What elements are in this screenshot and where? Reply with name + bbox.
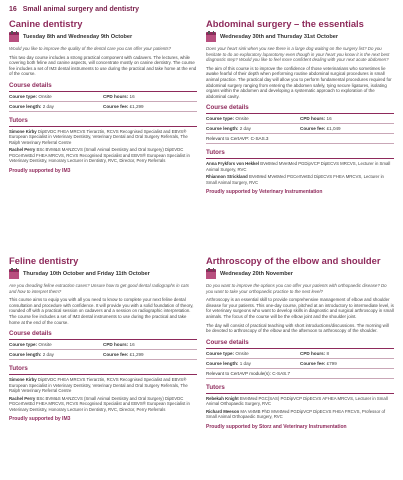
certavp-relevance: Relevant to CertAVP: C-SAS.3 bbox=[206, 134, 394, 144]
cpd-hours bbox=[103, 92, 197, 102]
cpd-hours bbox=[300, 349, 394, 359]
course-details-heading: Course details bbox=[206, 104, 394, 114]
course-title: Arthroscopy of the elbow and shoulder bbox=[206, 255, 381, 266]
sponsor-line: Proudly supported by Veterinary Instrumentation bbox=[206, 189, 323, 196]
cpd-hours-value: 16 bbox=[129, 93, 135, 99]
course-details-heading: Course details bbox=[9, 330, 197, 340]
course-length-label: Course length: bbox=[9, 103, 42, 109]
course-details-grid bbox=[206, 349, 394, 369]
course-length bbox=[9, 350, 103, 360]
sponsor-line: Proudly supported by Storz and Veterinary Instrumentation bbox=[206, 423, 347, 430]
course-intro: Are you dreading feline extraction cases? Unsure how to get good dental radiographs in cats and how to interpret them? bbox=[9, 283, 189, 294]
course-length-label: Course length: bbox=[206, 360, 239, 366]
course-intro: Do you want to improve the options you can offer your patients with orthopaedic disease? Do you want to take your orthopaedic practice to the next level? bbox=[206, 283, 387, 294]
calendar-icon bbox=[9, 32, 19, 42]
course-type-value: Onsite bbox=[235, 116, 249, 122]
tutor-entry bbox=[206, 161, 394, 172]
course-abdominal-surgery bbox=[206, 18, 394, 195]
course-title: Feline dentistry bbox=[9, 255, 79, 266]
tutor-name: Richard Meeson bbox=[206, 408, 240, 414]
tutor-name: Rachel Perry bbox=[9, 147, 36, 153]
course-date-text: Thursday 10th October and Friday 11th October bbox=[23, 271, 150, 277]
tutor-entry bbox=[9, 129, 197, 146]
course-fee-label: Course fee: bbox=[300, 126, 326, 132]
tutor-credentials: BVetMed MVetMed PGDipVCP DipECVS MRCVS, Lecturer in Small Animal Surgery, RVC bbox=[206, 161, 391, 172]
tutor-name: Rebekah Knight bbox=[206, 395, 239, 401]
course-type bbox=[9, 340, 103, 350]
course-details-grid bbox=[9, 340, 197, 360]
course-type-label: Course type: bbox=[206, 350, 235, 356]
tutor-entry bbox=[206, 396, 394, 407]
course-type-label: Course type: bbox=[206, 116, 235, 122]
tutors-heading: Tutors bbox=[9, 117, 197, 127]
calendar-icon bbox=[206, 269, 216, 279]
course-details-heading: Course details bbox=[206, 339, 394, 349]
tutor-name: Rachel Perry bbox=[9, 395, 36, 401]
course-type bbox=[206, 114, 300, 124]
course-fee bbox=[103, 102, 197, 112]
course-description: Arthroscopy is an essential skill to provide comprehensive management of elbow and shoulder disease for your patients. This one-day course, pitched at an introductory to intermediate level, is for veterinary surgeons who want to develop skills in diagnostic and surgical arthroscopy in small animals. The focus of the course will be the elbow joint and the shoulder joint. bbox=[206, 297, 394, 319]
cpd-hours-value: 8 bbox=[326, 350, 330, 356]
course-length-value: 2 day bbox=[239, 126, 251, 132]
course-length bbox=[206, 124, 300, 134]
cpd-hours-label: CPD hours: bbox=[103, 93, 129, 99]
course-details-grid bbox=[206, 114, 394, 134]
course-intro: Does your heart sink when you see there is a large dog waiting on the surgery list? Do you hesitate to do an exploratory laparotomy even though in your heart you know it is the next best diagnostic step? Would you like to feel more confident dealing with your next acute abdomen? bbox=[206, 46, 390, 63]
tutor-entry bbox=[206, 174, 394, 185]
course-date bbox=[9, 269, 197, 279]
tutor-credentials: DipEVDC FHEA MRCVS Tierarztin, RCVS Recognised Specialist and EBVS® European Specialist in Veterinary Dentistry, Veterinary Dental and Oral Surgery Referrals, The Ralph Veterinary Referral Centre bbox=[9, 377, 188, 394]
course-date-text: Wednesday 20th November bbox=[220, 271, 293, 277]
course-fee bbox=[300, 124, 394, 134]
tutor-name: Rhiannon Strickland bbox=[206, 174, 248, 180]
course-title: Abdominal surgery – the essentials bbox=[206, 18, 364, 29]
course-intro: Would you like to improve the quality of the dental care you can offer your patients? bbox=[9, 46, 172, 51]
course-length bbox=[206, 359, 300, 369]
calendar-icon bbox=[9, 269, 19, 279]
page-number: 16 bbox=[9, 6, 17, 13]
tutor-name: Simone Kirby bbox=[9, 128, 37, 134]
course-length-label: Course length: bbox=[206, 126, 239, 132]
tutor-name: Simone Kirby bbox=[9, 377, 37, 383]
course-type-label: Course type: bbox=[9, 342, 38, 348]
course-date bbox=[206, 32, 394, 42]
course-length-value: 1 day bbox=[239, 360, 251, 366]
course-type-label: Course type: bbox=[9, 93, 38, 99]
cpd-hours-value: 16 bbox=[326, 116, 332, 122]
course-description: This course aims to equip you with all you need to know to complete your next feline dental consultation and procedure with confidence. It will provide you with a solid foundation of theory, rounded off with a practical session on cadavers and a session on radiographic interpretation. The course fee includes a set of IM3 dental instruments to use during the practical and take home at the end of the course. bbox=[9, 297, 194, 325]
course-type bbox=[206, 349, 300, 359]
course-details-grid bbox=[9, 92, 197, 112]
tutor-entry bbox=[9, 147, 197, 164]
course-description: The day will consist of practical teaching with short introductions/discussions. The morning will be devoted to arthroscopy of the elbow and the afternoon to arthroscopy of the shoulder. bbox=[206, 322, 389, 334]
course-feline-dentistry bbox=[9, 255, 197, 422]
course-date-text: Wednesday 30th and Thursday 31st October bbox=[220, 34, 339, 40]
course-fee-label: Course fee: bbox=[103, 103, 129, 109]
course-canine-dentistry bbox=[9, 18, 197, 174]
course-fee-value: £799 bbox=[326, 360, 337, 366]
course-length-value: 2 day bbox=[42, 352, 54, 358]
course-description: The aim of this course is to improve the confidence of those veterinarians who sometimes lie awake fearful of their depth when performing routine abdominal surgical procedures in small animal practice. The practical day will allow you to perform fundamental procedures required for abdominal surgery ranging from entering the abdomen safely, tying secure ligatures, isolating organs within the abdomen and developing a systematic approach to exploration of the abdominal cavity. bbox=[206, 65, 392, 99]
calendar-icon bbox=[206, 32, 216, 42]
course-fee-label: Course fee: bbox=[300, 360, 326, 366]
tutor-credentials: BVetMed MVetMed PGCertVetEd DipECVS FHEA MRCVS, Lecturer in Small Animal Surgery, RVC bbox=[206, 174, 384, 185]
cpd-hours-label: CPD hours: bbox=[300, 116, 326, 122]
course-fee-value: £1,049 bbox=[326, 126, 341, 132]
course-date bbox=[9, 32, 197, 42]
tutors-heading: Tutors bbox=[206, 149, 394, 159]
tutors-heading: Tutors bbox=[9, 365, 197, 375]
course-arthroscopy bbox=[206, 255, 394, 430]
sponsor-line: Proudly supported by IM3 bbox=[9, 167, 71, 174]
tutor-credentials: BSc BVM&S MANZCVS (Small Animal Dentistry and Oral Surgery) DipEVDC PGCertVetEd FHEA MRCVS, RCVS Recognised Specialist and EBVS® European Specialist in Veterinary Dentistry, Honorary Lecturer in Dentistry, RVC, Director, Perry Referrals bbox=[9, 395, 190, 412]
course-fee-label: Course fee: bbox=[103, 352, 129, 358]
tutor-credentials: BSc BVM&S MANZCVS (Small Animal Dentistry and Oral Surgery) DipEVDC PGCertVetEd FHEA MRCVS, RCVS Recognised Specialist and EBVS® European Specialist in Veterinary Dentistry, Honorary Lecturer in Dentistry, RVC, Director, Perry Referrals bbox=[9, 147, 190, 164]
section-title: Small animal surgery and dentistry bbox=[22, 6, 140, 13]
cpd-hours-label: CPD hours: bbox=[300, 350, 326, 356]
certavp-relevance: Relevant to CertAVP module(s): C-SAS.7 bbox=[206, 369, 394, 379]
course-description: This two day course includes a strong practical component with cadavers. The lectures, while covering both feline and canine aspects, will concentrate mostly on canine dentistry. The course fee includes a set of IM3 dental instruments to use during the practical and take home at the end of the course. bbox=[9, 54, 197, 77]
cpd-hours-value: 16 bbox=[129, 342, 135, 348]
course-type bbox=[9, 92, 103, 102]
course-fee bbox=[103, 350, 197, 360]
course-type-value: Onsite bbox=[38, 93, 52, 99]
course-length-value: 2 day bbox=[42, 103, 54, 109]
course-date-text: Tuesday 8th and Wednesday 9th October bbox=[23, 34, 133, 40]
course-length bbox=[9, 102, 103, 112]
course-details-heading: Course details bbox=[9, 82, 197, 92]
tutor-name: Anna Frykfors von Hekkel bbox=[206, 161, 260, 167]
tutor-entry bbox=[206, 409, 394, 420]
tutor-credentials: BVetMed PGC(SAS) PGDipVCP DipECVS AFHEA MRCVS, Lecturer in Small Animal Orthopaedic Surgery, RVC bbox=[206, 395, 388, 407]
tutor-entry bbox=[9, 377, 197, 394]
tutor-credentials: MA VetMB PhD MVetMed PGDipVCP DipECVS FHEA FRCVS, Professor of Small Animal Orthopaedic Surgery, RVC bbox=[206, 408, 386, 420]
tutor-credentials: DipEVDC FHEA MRCVS Tierarztin, RCVS Recognised Specialist and EBVS® European Specialist in Veterinary Dentistry, Veterinary Dental and Oral Surgery Referrals, The Ralph Veterinary Referral Centre bbox=[9, 128, 188, 145]
course-type-value: Onsite bbox=[235, 350, 249, 356]
cpd-hours bbox=[103, 340, 197, 350]
cpd-hours-label: CPD hours: bbox=[103, 342, 129, 348]
course-fee bbox=[300, 359, 394, 369]
sponsor-line: Proudly supported by IM3 bbox=[9, 416, 71, 423]
page-header bbox=[9, 6, 139, 13]
cpd-hours bbox=[300, 114, 394, 124]
course-length-label: Course length: bbox=[9, 352, 42, 358]
course-title: Canine dentistry bbox=[9, 18, 83, 29]
tutor-entry bbox=[9, 396, 197, 413]
tutors-heading: Tutors bbox=[206, 384, 394, 394]
course-fee-value: £1,299 bbox=[129, 103, 144, 109]
course-date bbox=[206, 269, 394, 279]
course-fee-value: £1,299 bbox=[129, 352, 144, 358]
course-type-value: Onsite bbox=[38, 342, 52, 348]
